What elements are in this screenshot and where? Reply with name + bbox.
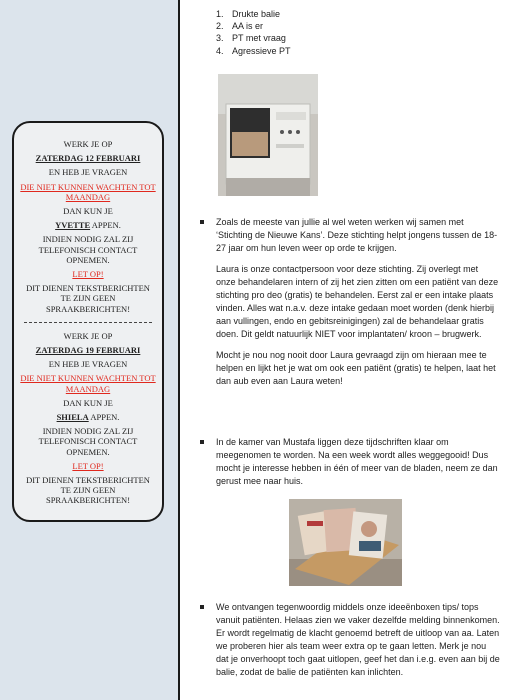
notice-1-date: ZATERDAG 12 FEBRUARI bbox=[35, 153, 141, 164]
list-item: 3. PT met vraag bbox=[216, 33, 286, 44]
list-item: 4. Agressieve PT bbox=[216, 45, 291, 56]
bullet-paragraph: In de kamer van Mustafa liggen deze tijdschriften klaar om meegenomen te worden. Na een week wordt alles weggegooid! Dus mocht je interesse hebben in één of meer van de bladen, neem ze dan gerust mee naar huis. bbox=[216, 437, 498, 486]
appliance-photo bbox=[218, 74, 318, 196]
numbered-list bbox=[216, 8, 291, 57]
notice-2-text-only: DIT DIENEN TEKSTBERICHTEN TE ZIJN GEEN SPRAAKBERICHTEN! bbox=[26, 475, 150, 506]
notice-2-then: DAN KUN JE bbox=[63, 397, 113, 408]
bullet-item bbox=[200, 601, 500, 687]
list-item: 1. Drukte balie bbox=[216, 9, 281, 19]
weekend-notice-box bbox=[12, 121, 164, 522]
notice-2-contact-action: APPEN. bbox=[88, 412, 120, 423]
notice-2-date: ZATERDAG 19 FEBRUARI bbox=[35, 345, 141, 356]
bullet-icon bbox=[200, 605, 204, 609]
notice-1-then: DAN KUN JE bbox=[63, 206, 113, 217]
notice-separator bbox=[24, 322, 152, 323]
bullet-icon bbox=[200, 220, 204, 224]
bullet-paragraph: Mocht je nou nog nooit door Laura gevraagd zijn om hieraan mee te helpen en lijkt het je wat om ook een patiënt (gratis) te helpen, laat het dan aub even aan Laura weten! bbox=[216, 350, 496, 386]
notice-1-intro: WERK JE OP bbox=[63, 139, 113, 149]
notice-1-urgent: DIE NIET KUNNEN WACHTEN TOT MAANDAG bbox=[20, 181, 156, 202]
bullet-item bbox=[200, 216, 500, 396]
notice-2-contact-name: SHIELA bbox=[56, 412, 89, 423]
bullet-paragraph: Laura is onze contactpersoon voor deze stichting. Zij overlegt met onze behandelaren intern of zij het zien zitten om een patiënt van deze stichting pro deo (gratis) te behandelen. Eerst zal er een intake plaats vinden. Alles wat n.a.v. deze intake gedaan moet worden (denk hierbij aan vullingen, endo en gebitsreinigingen) zal de behandelaar gratis doen. Dit geldt natuurlijk NIET voor implantaten/ kroon – brugwerk. bbox=[216, 264, 499, 339]
bullet-paragraph: We ontvangen tegenwoordig middels onze ideeënboxen tips/ tops vanuit patiënten. Helaas zien we vaker dezelfde melding binnenkomen. Er wordt regelmatig de klacht genoemd betreft de uitloop van aa. Laten we proberen hier als team weer extra op te gaan letten. Merk je nou dat je onverhoopt toch gaat uitlopen, geef het dan i.e.g. even aan bij de balie, zodat de balie de patiënten kan inlichten. bbox=[216, 602, 500, 677]
notice-2-attention: LET OP! bbox=[72, 460, 104, 471]
notice-1-contact-action: APPEN. bbox=[90, 220, 121, 231]
notice-2-phone: INDIEN NODIG ZAL ZIJ TELEFONISCH CONTACT OPNEMEN. bbox=[38, 426, 138, 457]
notice-1-text-only: DIT DIENEN TEKSTBERICHTEN TE ZIJN GEEN SPRAAKBERICHTEN! bbox=[26, 283, 150, 314]
notice-2-urgent: DIE NIET KUNNEN WACHTEN TOT MAANDAG bbox=[20, 373, 156, 394]
bullet-icon bbox=[200, 440, 204, 444]
notice-2-question: EN HEB JE VRAGEN bbox=[48, 359, 128, 370]
notice-1-contact-name: YVETTE bbox=[55, 220, 91, 231]
column-divider bbox=[178, 0, 180, 700]
notice-1-phone: INDIEN NODIG ZAL ZIJ TELEFONISCH CONTACT OPNEMEN. bbox=[38, 234, 138, 265]
bullet-paragraph: Zoals de meeste van jullie al wel weten werken wij samen met ‘Stichting de Nieuwe Kans’. Deze stichting helpt jongens tussen de 18- 27 jaar om hun leven weer op orde te krijgen. bbox=[216, 217, 498, 253]
magazines-photo bbox=[289, 499, 402, 586]
notice-2-intro: WERK JE OP bbox=[63, 330, 113, 341]
bullet-item bbox=[200, 436, 500, 496]
list-item: 2. AA is er bbox=[216, 21, 264, 32]
notice-1-attention: LET OP! bbox=[72, 269, 104, 280]
notice-1-question: EN HEB JE VRAGEN bbox=[48, 167, 128, 178]
